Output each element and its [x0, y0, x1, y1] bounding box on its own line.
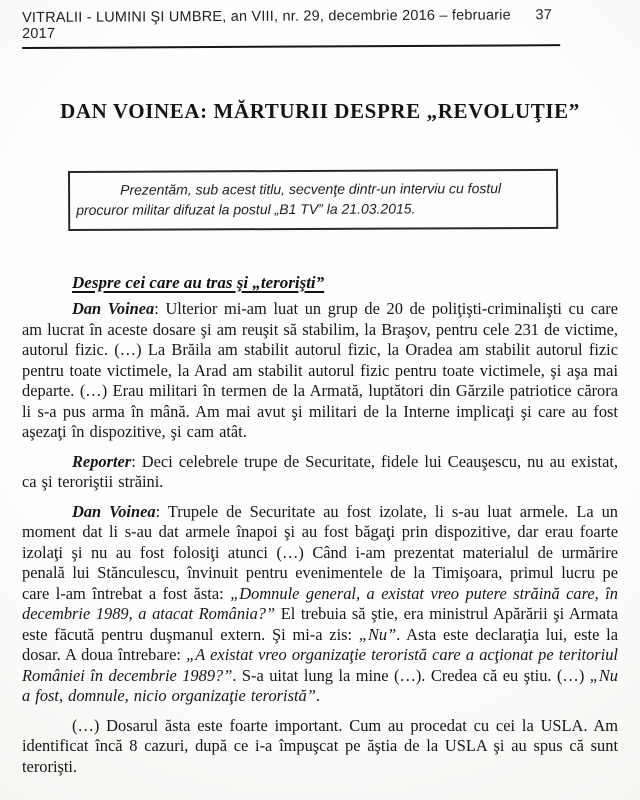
text-segment: Reporter — [72, 451, 132, 471]
text-segment: : Deci celebrele trupe de Securitate, fidele lui Ceauşescu, nu au existat, ca şi teroriştii străini. — [22, 451, 618, 491]
intro-note-box: Prezentăm, sub acest titlu, secvenţe dintr-un interviu cu fostul procuror militar difuzat la postul „B1 TV” la 21.03.2015. — [68, 169, 558, 231]
paragraph — [22, 452, 618, 493]
journal-line: VITRALII - LUMINI ŞI UMBRE, an VIII, nr. 29, decembrie 2016 – februarie 2017 — [22, 7, 511, 42]
text-segment: „Nu a fost, domnule, nicio organizaţie teroristă” — [22, 665, 618, 705]
paragraph — [22, 299, 618, 443]
text-segment: Dan Voinea — [72, 299, 155, 318]
section-heading: Despre cei care au tras şi „terorişti” — [72, 273, 325, 292]
article-body — [22, 299, 618, 777]
text-segment: „A existat vreo organizaţie teroristă care a acţionat pe teritoriul României în decembrie 1989?” — [22, 645, 618, 685]
text-segment: . S-a uitat lung la mine (…). Credea că eu ştiu. (…) — [232, 665, 590, 685]
page-number: 37 — [535, 7, 553, 24]
text-segment: „Nu” — [358, 624, 397, 644]
running-head — [22, 7, 560, 49]
text-segment: . — [315, 686, 320, 705]
paragraph — [22, 502, 618, 707]
text-segment: . Asta este declaraţia lui, este la dosar. A doua întrebare: — [22, 624, 618, 664]
text-segment: Dan Voinea — [72, 501, 156, 521]
text-segment: : Trupele de Securitate au fost izolate, li s-au luat armele. La un moment dat li s-au dat armele înapoi şi au fost băgaţi prin dispozitive, dar erau foarte izolaţi şi nu au fost folosiţi atunci (…) Când i-am prezentat materialul de urmărire penală lui Stănculescu, învinuit pentru evenimentele de la Timişoara, primul lucru pe care l-am întrebat a fost ăsta: — [22, 501, 618, 603]
article-title: DAN VOINEA: MĂRTURII DESPRE „REVOLUŢIE” — [60, 99, 580, 123]
text-segment: El trebuia să ştie, era ministrul Apărării şi Armata este făcută pentru duşmanul extern. Şi mi-a zis: — [22, 604, 618, 644]
text-segment: (…) Dosarul ăsta este foarte important. Cum au procedat cu cei la USLA. Am identificat încă 8 cazuri, după ce i-a împuşcat pe ăştia de la USLA şi au spus că sunt terorişti. — [22, 715, 618, 776]
text-segment: : Ulterior mi-am luat un grup de 20 de poliţişti-criminalişti cu care am lucrat în aceste dosare şi am reuşit să stabilim, la Braşov, pentru cele 231 de victime, autorul fizic. (…) La Brăila am stabilit autorul fizic, la Oradea am stabilit autorul fizic pentru toate victimele, la Arad am stabilit autorul fizic pentru toate victimele, şi aşa mai departe. (…) Erau militari în termen de la Armată, luptători din Gărzile patriotice cărora li s-a pus arma în mână. Am mai avut şi militari de la Interne implicaţi şi care au fost aşezaţi în dispozitive, şi cam atât. — [22, 299, 618, 441]
text-segment: „Domnule general, a existat vreo putere străină care, în decembrie 1989, a atacat România?” — [22, 583, 618, 623]
paragraph — [22, 716, 618, 778]
